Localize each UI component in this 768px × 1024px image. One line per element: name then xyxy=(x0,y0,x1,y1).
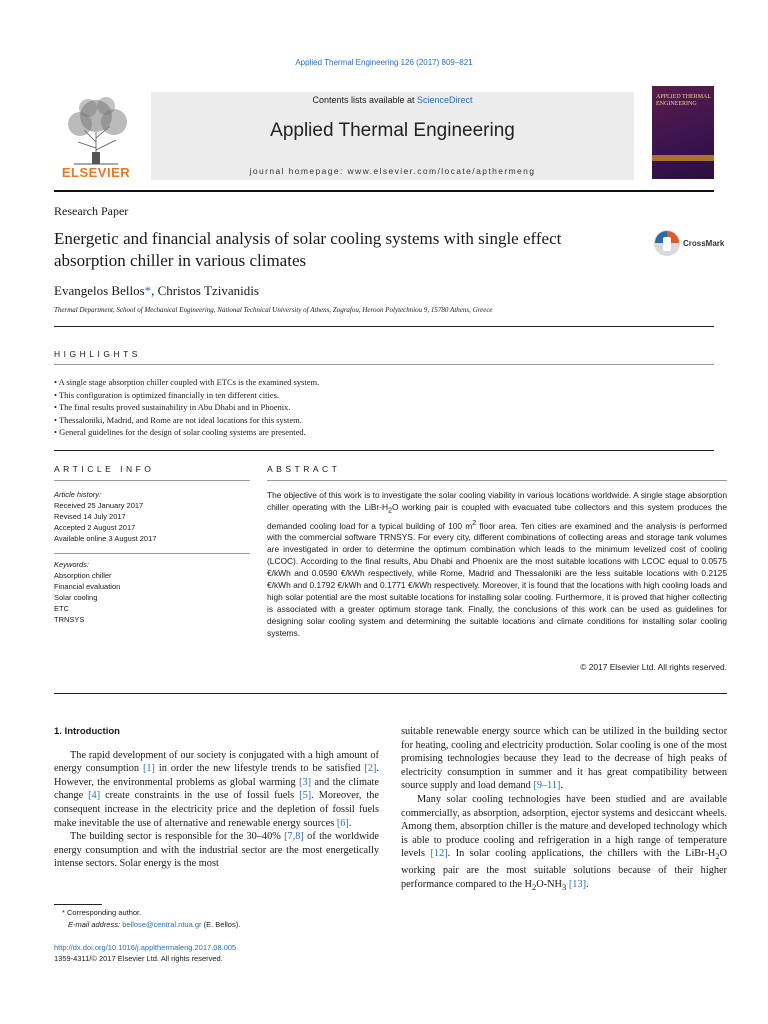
highlight-item: • The final results proved sustainability in Abu Dhabi and in Phoenix. xyxy=(54,401,714,414)
section-divider xyxy=(267,480,727,481)
section-divider xyxy=(54,553,250,554)
section-divider xyxy=(54,450,714,451)
journal-cover-title: APPLIED THERMAL ENGINEERING xyxy=(656,94,711,107)
citation-link[interactable]: [4] xyxy=(88,790,101,802)
history-item: Accepted 2 August 2017 xyxy=(54,523,136,532)
paper-title: Energetic and financial analysis of solar cooling systems with single effect absorption chiller in various climates xyxy=(54,229,562,270)
citation-link[interactable]: [7,8] xyxy=(284,831,304,843)
abstract-copyright: © 2017 Elsevier Ltd. All rights reserved. xyxy=(580,662,727,672)
corresponding-note: * Corresponding author. xyxy=(62,908,142,917)
body-column-right xyxy=(401,725,727,894)
body-paragraph xyxy=(401,725,727,793)
email-label: E-mail address: xyxy=(68,920,123,929)
citation-link[interactable]: [6] xyxy=(336,817,349,829)
keyword: Financial evaluation xyxy=(54,582,121,591)
superscript: 2 xyxy=(472,519,477,527)
issn-line: 1359-4311/© 2017 Elsevier Ltd. All rights reserved. xyxy=(54,954,223,963)
journal-citation[interactable]: Applied Thermal Engineering 126 (2017) 809–821 xyxy=(295,58,473,67)
section-divider xyxy=(54,480,250,481)
subscript: 2 xyxy=(531,881,537,892)
section-divider xyxy=(54,326,714,327)
text-segment: . In solar cooling applications, the chillers with the LiBr-H xyxy=(447,848,716,860)
footnote-divider xyxy=(54,904,102,905)
text-segment: O working pair are the most suitable solutions because of their higher performance compared to the H xyxy=(401,848,727,890)
text-segment: . xyxy=(586,878,589,890)
journal-cover-stripe xyxy=(652,155,714,161)
text-segment: O-NH xyxy=(536,878,562,890)
highlight-item: • General guidelines for the design of solar cooling systems are presented. xyxy=(54,426,714,439)
contents-prefix: Contents lists available at xyxy=(312,95,418,105)
text-segment: Many solar cooling technologies have been studied and are available commercially, as absorption, adsorption, ejector systems and desiccant wheels. Among them, absorption chiller is the mature and developed technology which is able to produce cooling and refrigeration in a high range of temperature levels xyxy=(401,793,727,860)
doi-link[interactable]: http://dx.doi.org/10.1016/j.applthermaleng.2017.08.005 xyxy=(54,943,237,952)
header-divider xyxy=(54,190,714,192)
history-item: Available online 3 August 2017 xyxy=(54,534,157,543)
crossmark-label[interactable]: CrossMark xyxy=(683,239,725,248)
section-divider xyxy=(54,364,714,365)
author-name[interactable]: Evangelos Bellos xyxy=(54,283,145,298)
author-list xyxy=(54,283,259,299)
citation-link[interactable]: [12] xyxy=(430,848,448,860)
author-affiliation: Thermal Department, School of Mechanical Engineering, National Technical University of Athens, Zografou, Heroon Polytechniou 9, 15780 Athens, Greece xyxy=(54,306,493,314)
text-segment: . xyxy=(560,780,564,792)
text-segment: suitable renewable energy source which can be utilized in the building sector for heating, cooling and electricity production. Solar cooling is one of the most promising technologies because they lead to the decrease of high peaks of electricity consumption in summer and it has great compatibility between source supply and load demand xyxy=(401,726,727,792)
text-segment: and the climate change xyxy=(54,776,379,802)
abstract-segment: O working pair is coupled with evacuated tube collectors and this system produces the demanded cooling load for a typical building of 100 m xyxy=(267,502,727,531)
email-link[interactable]: bellose@central.ntua.gr xyxy=(122,920,202,929)
doi-block xyxy=(54,942,379,964)
citation-link[interactable]: [5] xyxy=(299,790,312,802)
author-separator: , xyxy=(151,283,158,298)
keyword: TRNSYS xyxy=(54,615,85,624)
history-label: Article history: xyxy=(54,490,102,499)
text-segment: The rapid development of our society is conjugated with a high amount of energy consumption xyxy=(54,749,379,775)
text-segment: The building sector is responsible for the 30–40% xyxy=(70,831,285,843)
keywords-block xyxy=(54,559,250,625)
abstract-segment: floor area. Ten cities are examined and the analysis is performed with the commercial software TRNSYS. For every city, different combinations of collecting areas and storage tank volumes are investigated in order to determine the optimum combination which leads to the minimum levelized cost of cooling (LCOC). According to the final results, Abu Dhabi and Phoenix are the most suitable locations with LCOC equal to 0.0575 €/kWh and 0.0590 €/kWh respectively, while Rome, Madrid and Thessaloniki are the less suitable locations with 0.2125 €/kWh and 0.1792 €/kWh and 0.1771 €/kWh respectively. Moreover, it is found that the locations with high cooling loads and high solar potential are the most suitable locations for installing solar cooling. Furthermore, it is proved that higher collecting is associated with a greater optimum storage tank. Finally, the conclusions of this work can be used as guidelines for designing solar cooling system and determining the suitable locations and climate conditions for installing solar cooling systems. xyxy=(267,520,727,639)
text-segment: . Moreover, the consequent increase in the electricity price and the depletion of fossil fuels make inevitable the use of alternative and renewable energy sources xyxy=(54,790,379,829)
keywords-label: Keywords: xyxy=(54,560,90,569)
paper-type: Research Paper xyxy=(54,204,129,218)
highlights-list xyxy=(54,376,714,439)
abstract-heading: ABSTRACT xyxy=(267,464,341,474)
text-segment: . xyxy=(348,817,352,829)
body-paragraph xyxy=(54,830,379,871)
subscript: 2 xyxy=(388,507,392,515)
highlight-item: • This configuration is optimized financially in ten different cities. xyxy=(54,389,714,402)
keyword: Solar cooling xyxy=(54,593,98,602)
email-suffix: (E. Bellos). xyxy=(201,920,241,929)
elsevier-wordmark[interactable]: ELSEVIER xyxy=(61,165,131,180)
text-segment: in order the new lifestyle trends to be satisfied xyxy=(154,763,365,775)
citation-link[interactable]: [1] xyxy=(142,763,155,775)
citation-link[interactable]: [3] xyxy=(299,776,312,788)
abstract-text xyxy=(267,489,727,639)
text-segment: of the worldwide energy consumption and with the industrial sector are the most energetically intense sectors. Solar energy is the most xyxy=(54,831,380,870)
keyword: Absorption chiller xyxy=(54,571,112,580)
highlight-item: • Thessaloniki, Madrid, and Rome are not ideal locations for this system. xyxy=(54,414,714,427)
subscript: 2 xyxy=(715,851,720,862)
citation-link[interactable]: [9–11] xyxy=(533,780,561,792)
article-history xyxy=(54,489,250,544)
abstract-segment: The objective of this work is to investigate the solar cooling viability in various locations worldwide. A single stage absorption chiller operating with the LiBr-H xyxy=(267,490,727,512)
citation-link[interactable]: [2] xyxy=(364,763,377,775)
contents-line xyxy=(151,95,634,105)
text-segment: . However, the environmental problems as global warming xyxy=(54,763,379,788)
section-heading: 1. Introduction xyxy=(54,726,120,737)
author-name[interactable]: Christos Tzivanidis xyxy=(157,283,259,298)
corresponding-marker[interactable]: * xyxy=(144,283,152,298)
body-column-left xyxy=(54,725,379,871)
footnotes xyxy=(54,907,379,931)
highlights-heading: HIGHLIGHTS xyxy=(54,349,141,359)
highlight-item: • A single stage absorption chiller coupled with ETCs is the examined system. xyxy=(54,376,714,389)
text-segment: create constraints in the use of fossil fuels xyxy=(100,790,300,802)
subscript: 3 xyxy=(562,881,567,892)
email-line xyxy=(54,919,379,931)
keyword: ETC xyxy=(54,604,69,613)
citation-link[interactable]: [13] xyxy=(568,878,587,890)
article-info-heading: ARTICLE INFO xyxy=(54,464,155,474)
body-paragraph xyxy=(401,793,727,894)
history-item: Revised 14 July 2017 xyxy=(54,512,126,521)
section-divider xyxy=(54,693,727,694)
journal-homepage[interactable]: journal homepage: www.elsevier.com/locate/apthermeng xyxy=(249,166,536,176)
sciencedirect-link[interactable]: ScienceDirect xyxy=(417,95,473,105)
history-item: Received 25 January 2017 xyxy=(54,501,144,510)
journal-title[interactable]: Applied Thermal Engineering xyxy=(270,120,515,141)
body-paragraph xyxy=(54,749,379,831)
